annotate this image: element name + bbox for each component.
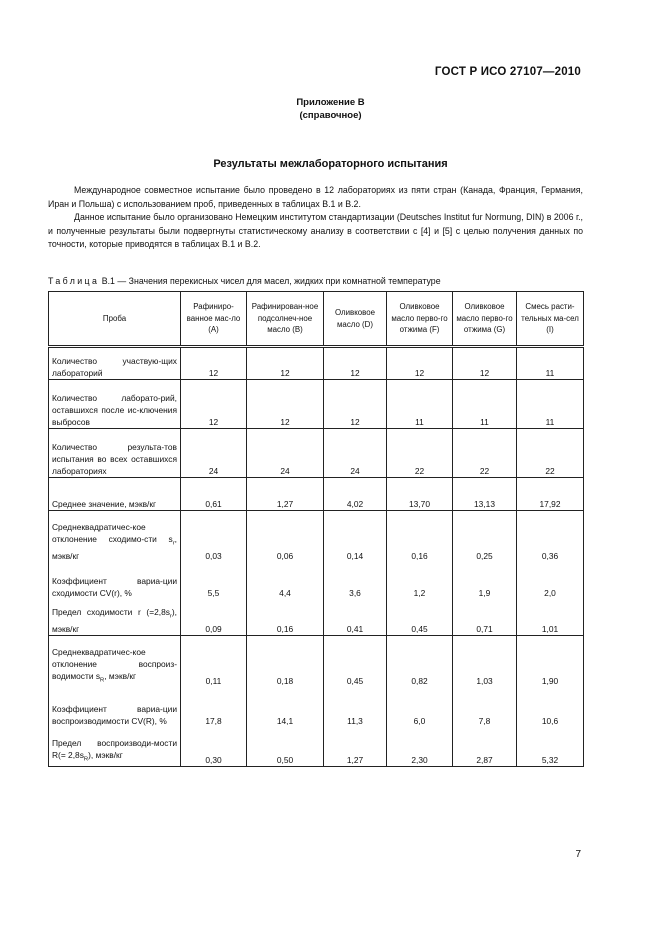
appendix-note: (справочное) [299,110,362,121]
table-cell: 22 [453,429,517,478]
column-header: Рафинирован-ное подсолнеч-ное масло (В) [247,292,324,347]
table-cell: 14,1 [247,687,324,727]
section-title: Результаты межлабораторного испытания [213,158,448,170]
table-cell: 5,32 [517,727,584,767]
table-cell: 17,8 [181,687,247,727]
table-cell: 11 [517,347,584,380]
table-cell: 12 [247,347,324,380]
table-cell: 0,06 [247,511,324,562]
row-label: Коэффициент вариа-ции сходимости CV(r), % [49,562,181,599]
table-cell: 0,45 [324,636,387,687]
table-cell: 11 [453,380,517,429]
table-row [49,687,584,727]
table-row [49,429,584,478]
table-cell: 5,5 [181,562,247,599]
table-cell: 0,36 [517,511,584,562]
table-cell: 2,30 [387,727,453,767]
table-caption-number: В.1 [101,276,115,286]
table-cell: 12 [387,347,453,380]
table-row [49,380,584,429]
table-cell: 2,0 [517,562,584,599]
table-cell: 0,14 [324,511,387,562]
table-row [49,511,584,562]
table-cell: 0,71 [453,599,517,636]
table-caption-label: Таблица [48,276,100,286]
column-header: Рафиниро-ванное мас-ло (А) [181,292,247,347]
paragraph-1: Международное совместное испытание было проведено в 12 лабораториях из пяти стран (Канада, Франция, Германия, Иран и Польша) с использованием проб, приведенных в таблицах В.1 и В.2. [48,185,583,209]
table-cell: 2,87 [453,727,517,767]
table-row [49,347,584,380]
table-cell: 1,9 [453,562,517,599]
table-cell: 0,30 [181,727,247,767]
appendix-title: Приложение В [296,97,365,108]
table-cell: 0,18 [247,636,324,687]
table-cell: 11 [387,380,453,429]
results-table [48,291,584,767]
table-cell: 12 [324,347,387,380]
table-row [49,727,584,767]
table-cell: 1,03 [453,636,517,687]
table-caption [48,276,441,286]
table-cell: 0,09 [181,599,247,636]
table-cell: 6,0 [387,687,453,727]
table-cell: 3,6 [324,562,387,599]
table-cell: 12 [453,347,517,380]
table-cell: 12 [247,380,324,429]
table-cell: 0,82 [387,636,453,687]
table-row [49,478,584,511]
table-cell: 24 [324,429,387,478]
table-caption-text: — Значения перекисных чисел для масел, жидких при комнатной температуре [117,276,441,286]
table-cell: 0,16 [247,599,324,636]
table-cell: 0,03 [181,511,247,562]
table-cell: 0,50 [247,727,324,767]
table-cell: 24 [247,429,324,478]
document-code: ГОСТ Р ИСО 27107—2010 [434,66,581,78]
table-cell: 4,02 [324,478,387,511]
table-header-row [49,292,584,347]
row-label: Предел сходимости r $(=2,8s_r)$, мэкв/кг [49,599,181,636]
table-cell: 0,25 [453,511,517,562]
table-cell: 12 [181,380,247,429]
table-cell: 13,70 [387,478,453,511]
table-cell: 11 [517,380,584,429]
intro-text [48,184,583,252]
table-cell: 1,27 [247,478,324,511]
table-cell: 1,01 [517,599,584,636]
table-row [49,636,584,687]
row-label: Предел воспроизводи-мости $R(= 2,8s_R)$, мэкв/кг [49,727,181,767]
row-label: Среднеквадратичес-кое отклонение воспроиз-водимости $s_R$, мэкв/кг [49,636,181,687]
column-header: Смесь расти-тельных ма-сел (I) [517,292,584,347]
table-cell: 0,11 [181,636,247,687]
row-label: Коэффициент вариа-ции воспроизводимости CV(R), % [49,687,181,727]
table-cell: 0,41 [324,599,387,636]
table-cell: 4,4 [247,562,324,599]
table-cell: 0,16 [387,511,453,562]
column-header: Оливковое масло перво-го отжима (F) [387,292,453,347]
table-cell: 0,45 [387,599,453,636]
column-header: Оливковое масло (D) [324,292,387,347]
table-row [49,562,584,599]
table-cell: 22 [387,429,453,478]
table-cell: 17,92 [517,478,584,511]
table-row [49,599,584,636]
table-cell: 1,90 [517,636,584,687]
table-cell: 0,61 [181,478,247,511]
paragraph-2: Данное испытание было организовано Немецким институтом стандартизации (Deutsches Institut fur Normung, DIN) в 2006 г., и полученные результаты были подвергнуты статистическому анализу в соответствии с [4] и [5] с целью получения данных по точности, которые приводятся в таблицах В.1 и В.2. [48,212,583,250]
row-label: Среднеквадратичес-кое отклонение сходимо-сти $s_r$, мэкв/кг [49,511,181,562]
table-cell: 22 [517,429,584,478]
table-cell: 1,2 [387,562,453,599]
table-cell: 12 [324,380,387,429]
table-cell: 1,27 [324,727,387,767]
table-cell: 10,6 [517,687,584,727]
appendix-heading [0,96,661,122]
table-cell: 11,3 [324,687,387,727]
table-cell: 12 [181,347,247,380]
row-label: Среднее значение, мэкв/кг [49,478,181,511]
row-label: Количество результа-тов испытания во всех оставшихся лабораториях [49,429,181,478]
row-label: Количество участвую-щих лабораторий [49,347,181,380]
table-cell: 7,8 [453,687,517,727]
column-header: Проба [49,292,181,347]
row-label: Количество лаборато-рий, оставшихся после ис-ключения выбросов [49,380,181,429]
column-header: Оливковое масло перво-го отжима (G) [453,292,517,347]
table-cell: 24 [181,429,247,478]
table-cell: 13,13 [453,478,517,511]
page-number: 7 [575,849,581,860]
